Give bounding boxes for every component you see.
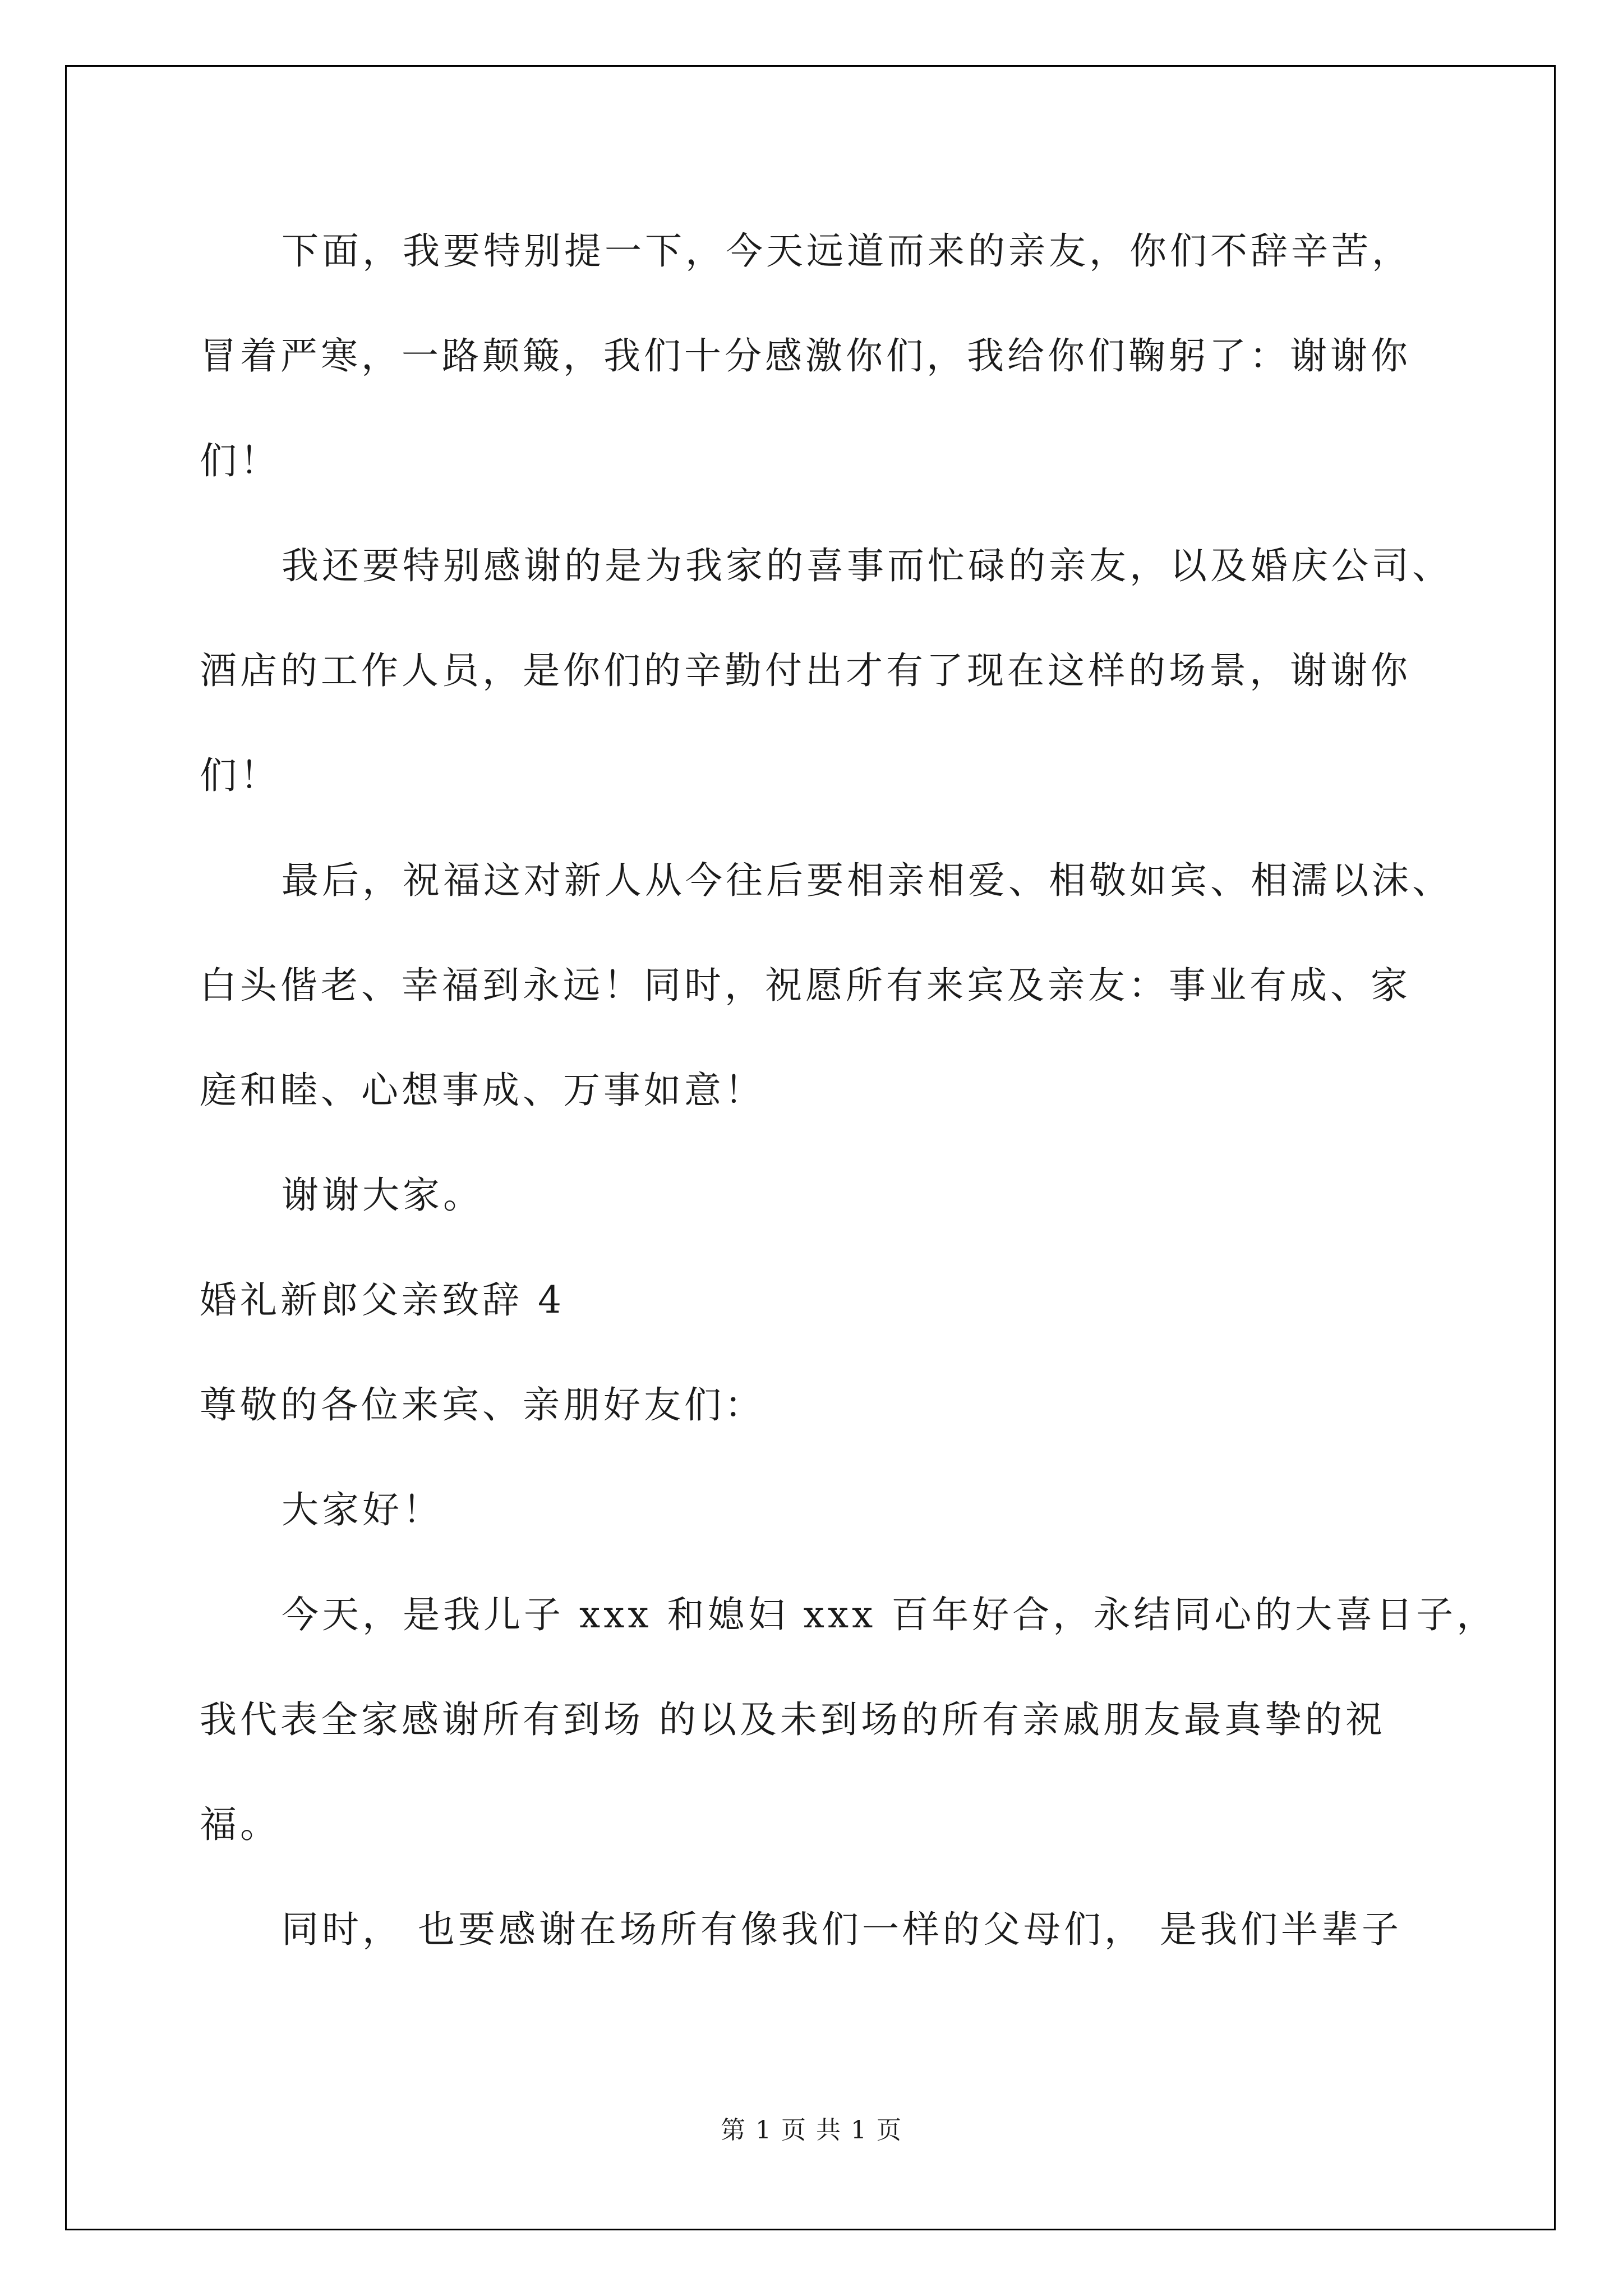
page-number-footer: 第 1 页 共 1 页 [721,2116,902,2145]
paragraph-line: 福。 [200,1803,280,1846]
paragraph-line: 冒着严寒，一路颠簸，我们十分感激你们，我给你们鞠躬了：谢谢你 [200,334,1411,378]
paragraph-line: 庭和睦、心想事成、万事如意！ [200,1069,765,1112]
paragraph-line: 我代表全家感谢所有到场 的以及未到场的所有亲戚朋友最真挚的祝 [200,1698,1386,1741]
paragraph-line: 今天，是我儿子 xxx 和媳妇 xxx 百年好合，永结同心的大喜日子， [282,1593,1497,1636]
paragraph-line: 下面，我要特别提一下，今天远道而来的亲友，你们不辞辛苦， [282,229,1412,273]
section-heading: 婚礼新郎父亲致辞 4 [200,1278,565,1322]
paragraph-line: 谢谢大家。 [282,1174,483,1217]
paragraph-line: 酒店的工作人员，是你们的辛勤付出才有了现在这样的场景，谢谢你 [200,649,1411,692]
paragraph-line: 们！ [200,439,280,482]
page-border [65,65,1556,2230]
salutation-line: 尊敬的各位来宾、亲朋好友们： [200,1383,765,1427]
greeting-line: 大家好！ [282,1488,443,1531]
paragraph-line: 最后，祝福这对新人从今往后要相亲相爱、相敬如宾、相濡以沫、 [282,859,1453,902]
paragraph-line: 同时， 也要感谢在场所有像我们一样的父母们， 是我们半辈子 [282,1908,1402,1951]
paragraph-line: 们！ [200,754,280,797]
paragraph-line: 我还要特别感谢的是为我家的喜事而忙碌的亲友，以及婚庆公司、 [282,544,1453,587]
paragraph-line: 白头偕老、幸福到永远！同时，祝愿所有来宾及亲友：事业有成、家 [200,964,1411,1007]
